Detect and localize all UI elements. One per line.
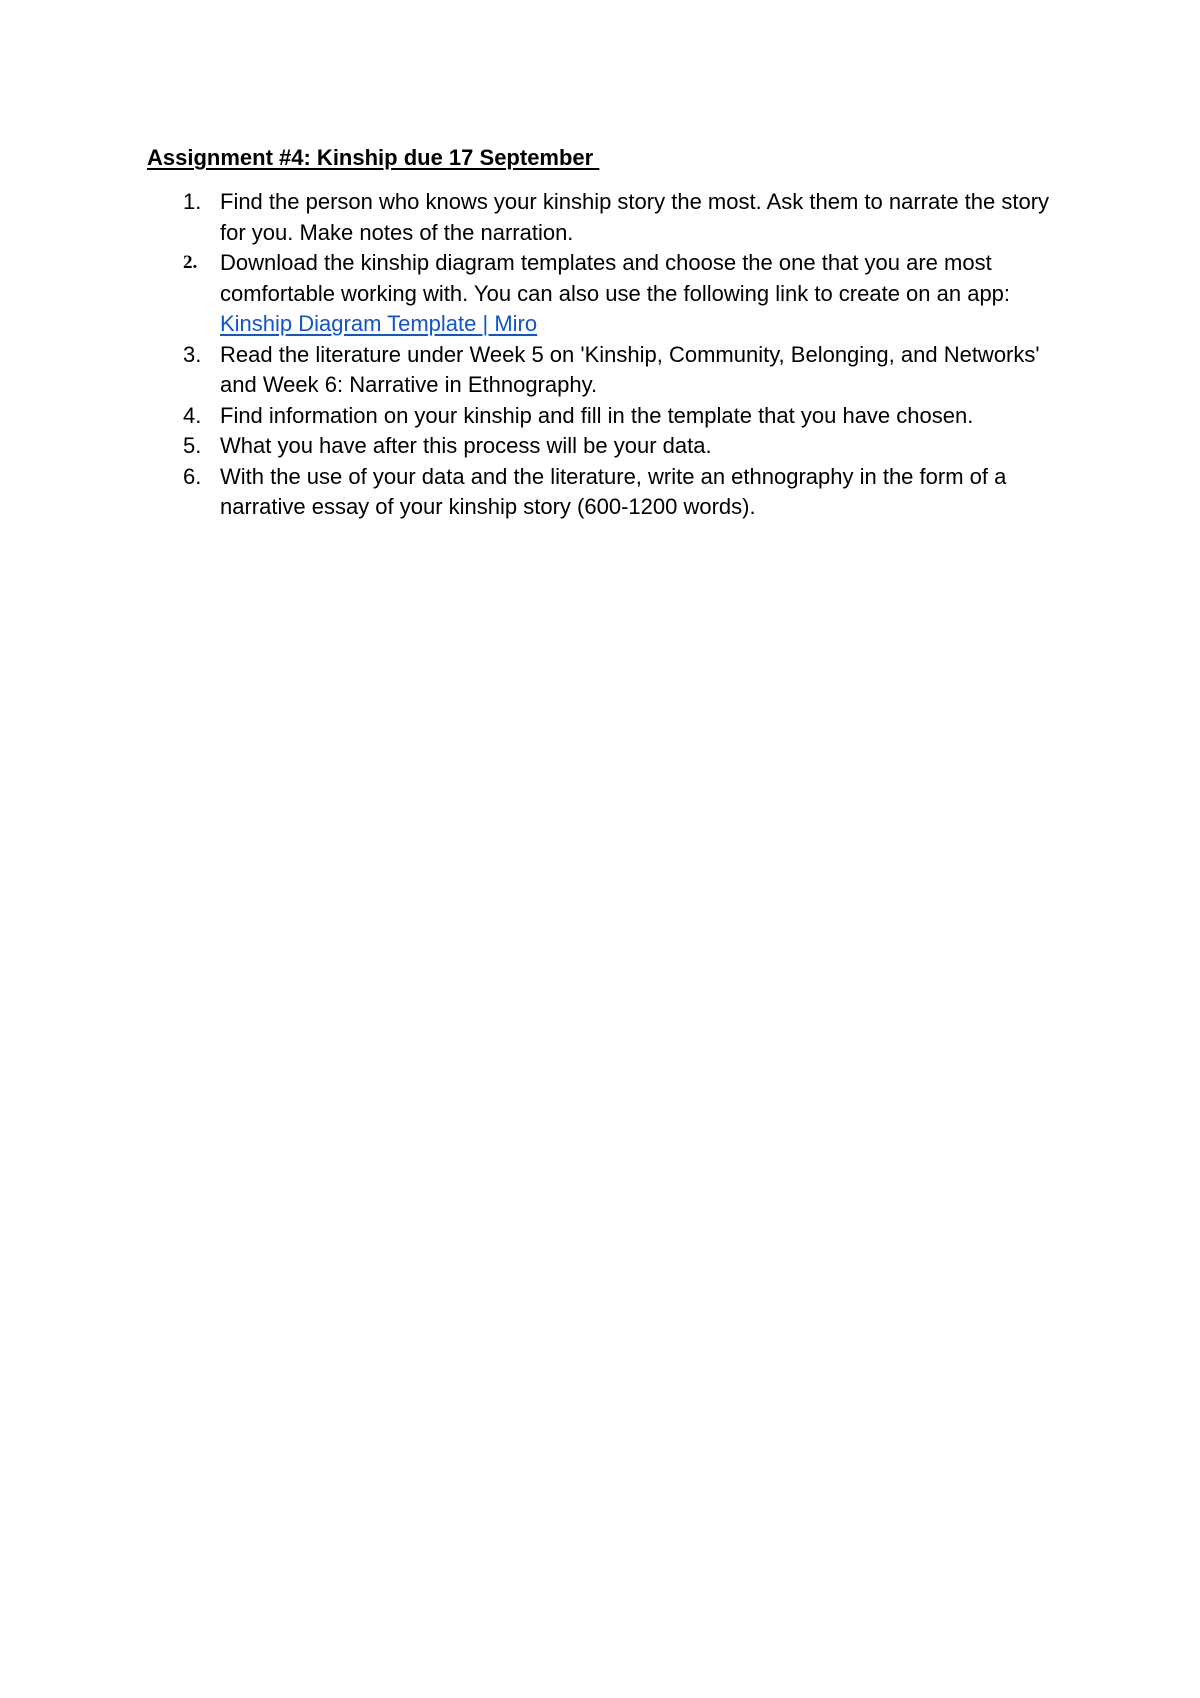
list-item-number: 6.: [183, 463, 202, 489]
list-item-number: 3.: [183, 341, 202, 367]
list-item-text: With the use of your data and the literature, write an ethnography in the form of a narrative essay of your kinship story (600-1200 words).: [220, 463, 1007, 519]
list-item: [147, 248, 1067, 340]
list-item-text: What you have after this process will be your data.: [220, 433, 712, 458]
list-item-number: 2.: [183, 252, 198, 273]
list-item-number: 1.: [183, 189, 202, 214]
kinship-diagram-template-link[interactable]: Kinship Diagram Template | Miro: [220, 311, 538, 336]
list-item: [147, 187, 1067, 248]
list-item-number: 4.: [183, 402, 202, 428]
list-item: [147, 431, 1067, 462]
list-item-text: Find information on your kinship and fill in the template that you have chosen.: [220, 402, 974, 428]
list-item: [147, 462, 1067, 523]
document-content: [147, 143, 1067, 523]
list-item-number: 5.: [183, 433, 202, 458]
assignment-title: Assignment #4: Kinship due 17 September: [147, 145, 600, 170]
list-item-text: Find the person who knows your kinship story the most. Ask them to narrate the story for you. Make notes of the narration.: [220, 189, 1050, 245]
list-item: [147, 401, 1067, 432]
instruction-list: [147, 187, 1067, 523]
list-item: [147, 340, 1067, 401]
list-item-text: Read the literature under Week 5 on 'Kinship, Community, Belonging, and Networks' and Week 6: Narrative in Ethnography.: [220, 341, 1040, 397]
list-item-text: Download the kinship diagram templates and choose the one that you are most comfortable working with. You can also use the following link to create on an app:: [220, 250, 1011, 306]
